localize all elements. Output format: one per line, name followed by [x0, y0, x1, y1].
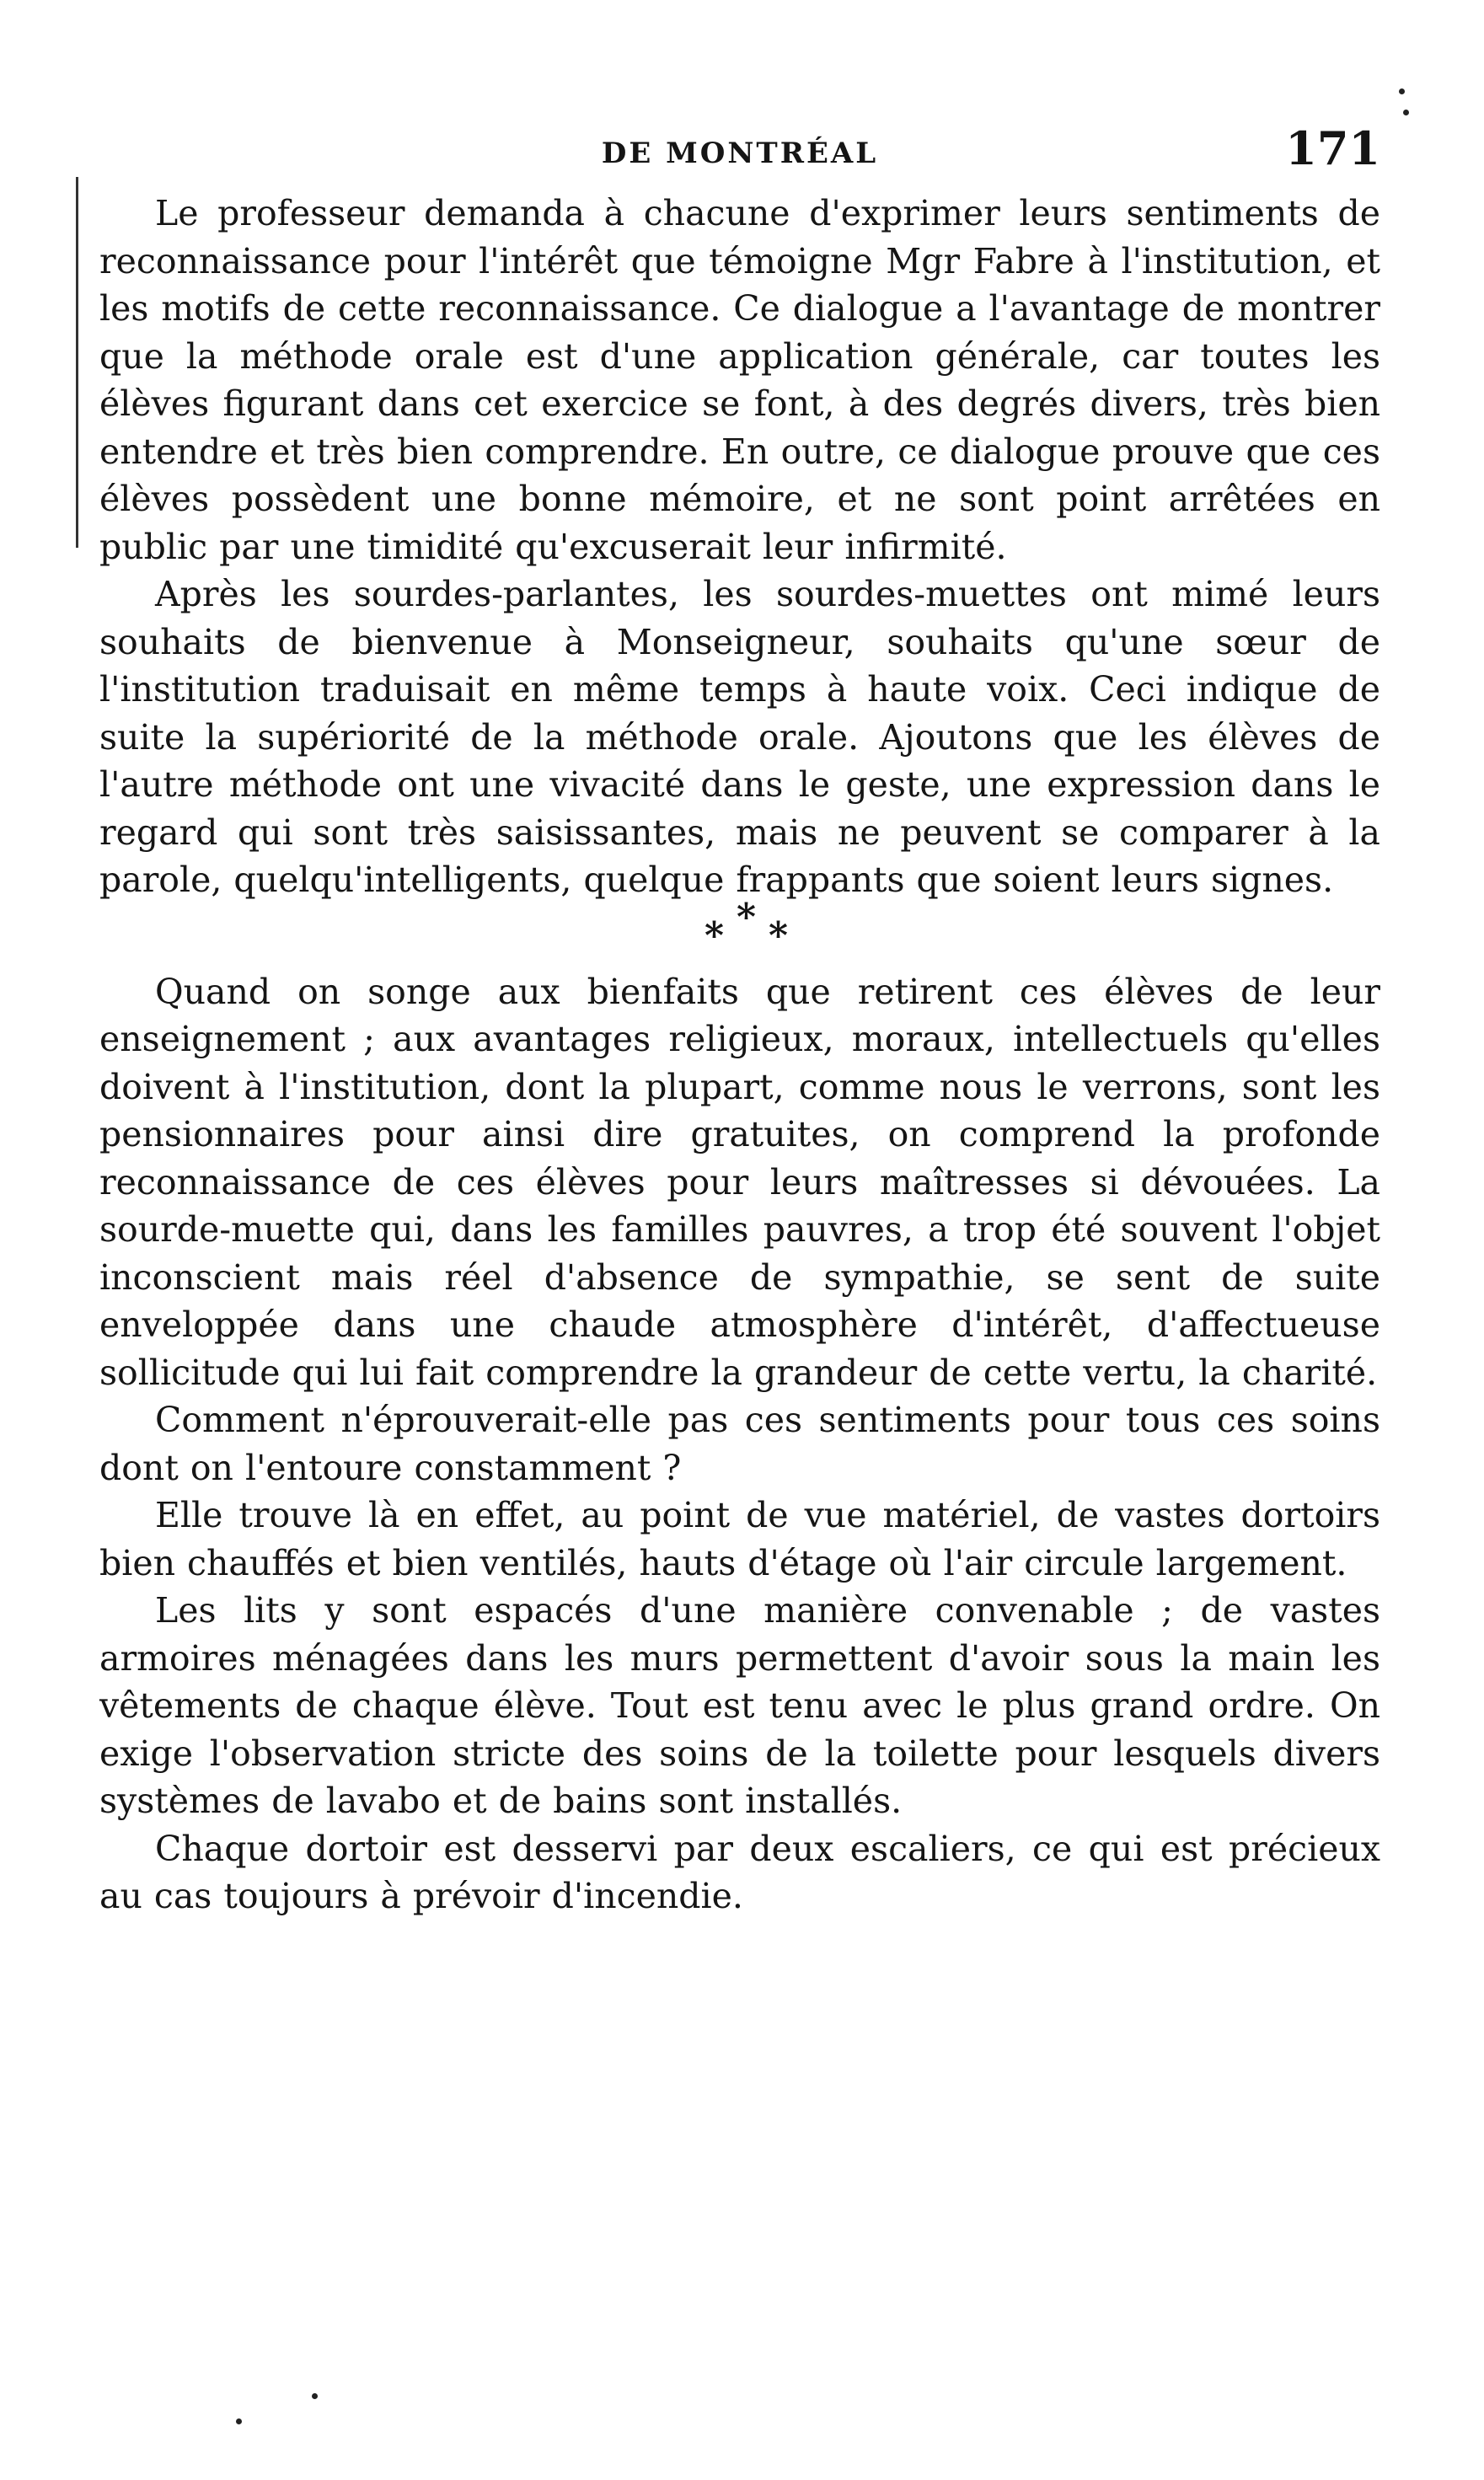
scan-speck — [1399, 88, 1405, 94]
running-head — [99, 118, 1380, 177]
paragraph-4: Comment n'éprouverait-elle pas ces sentiments pour tous ces soins dont on l'entoure constamment ? — [99, 1400, 1380, 1488]
paragraph-5: Elle trouve là en effet, au point de vue matériel, de vastes dortoirs bien chauffés et bien ventilés, hauts d'étage où l'air circule largement. — [99, 1495, 1380, 1583]
page-number: 171 — [1285, 121, 1380, 175]
margin-rule — [76, 177, 78, 548]
asterism-separator — [99, 895, 1380, 968]
asterism-star-top: * — [737, 895, 757, 939]
running-title: DE MONTRÉAL — [601, 137, 879, 170]
paragraph-1: Le professeur demanda à chacune d'exprimer leurs sentiments de reconnaissance pour l'intérêt que témoigne Mgr Fabre à l'institution, et les motifs de cette reconnaissance. Ce dialogue a l'avantage de montrer que la méthode orale est d'une application générale, car toutes les élèves figurant dans cet exercice se font, à des degrés divers, très bien entendre et très bien comprendre. En outre, ce dialogue prouve que ces élèves possèdent une bonne mémoire, et ne sont point arrêtées en public par une timidité qu'excuserait leur infirmité. — [99, 193, 1380, 567]
scan-speck — [312, 2393, 318, 2399]
paragraph-6: Les lits y sont espacés d'une manière convenable ; de vastes armoires ménagées dans les murs permettent d'avoir sous la main les vêtements de chaque élève. Tout est tenu avec le plus grand ordre. On exige l'observation stricte des soins de la toilette pour lesquels divers systèmes de lavabo et de bains sont installés. — [99, 1590, 1380, 1821]
paragraph-2: Après les sourdes-parlantes, les sourdes-muettes ont mimé leurs souhaits de bienvenue à Monseigneur, souhaits qu'une sœur de l'institution traduisait en même temps à haute voix. Ceci indique de suite la supériorité de la méthode orale. Ajoutons que les élèves de l'autre méthode ont une vivacité dans le geste, une expression dans le regard qui sont très saisissantes, mais ne peuvent se comparer à la parole, quelqu'intelligents, quelque frappants que soient leurs signes. — [99, 574, 1380, 900]
paragraph-7: Chaque dortoir est desservi par deux escaliers, ce qui est précieux au cas toujours à prévoir d'incendie. — [99, 1828, 1380, 1916]
paragraph-3: Quand on songe aux bienfaits que retirent ces élèves de leur enseignement ; aux avantages religieux, moraux, intellectuels qu'elles doivent à l'institution, dont la plupart, comme nous le verrons, sont les pensionnaires pour ainsi dire gratuites, on comprend la profonde reconnaissance de ces élèves pour leurs maîtresses si dévouées. La sourde-muette qui, dans les familles pauvres, a trop été souvent l'objet inconscient mais réel d'absence de sympathie, se sent de suite enveloppée dans une chaude atmosphère d'intérêt, d'affectueuse sollicitude qui lui fait comprendre la grandeur de cette vertu, la charité. — [99, 971, 1380, 1393]
scan-speck — [236, 2418, 242, 2424]
asterism-star-right: * — [769, 913, 789, 957]
asterism-star-left: * — [704, 913, 725, 957]
body-text — [99, 190, 1380, 1920]
scan-speck — [1403, 110, 1409, 115]
